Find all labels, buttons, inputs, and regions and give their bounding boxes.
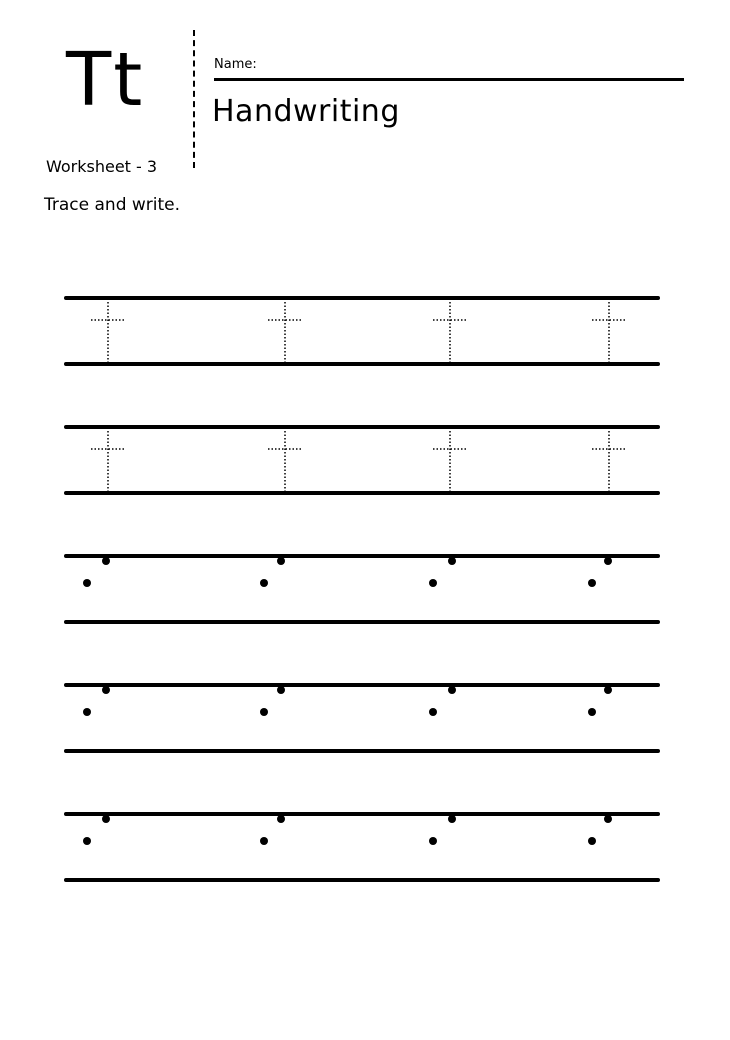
guide-dot bbox=[588, 837, 596, 845]
name-label: Name: bbox=[214, 57, 257, 72]
start-dot bbox=[277, 686, 285, 694]
start-dot bbox=[102, 686, 110, 694]
guide-dot bbox=[83, 837, 91, 845]
page-title: Handwriting bbox=[212, 94, 400, 129]
guide-dot bbox=[429, 708, 437, 716]
start-dot bbox=[604, 557, 612, 565]
worksheet-number: Worksheet - 3 bbox=[46, 157, 158, 176]
guide-dot bbox=[429, 579, 437, 587]
guide-dot bbox=[588, 708, 596, 716]
start-dot bbox=[448, 686, 456, 694]
start-dot bbox=[604, 815, 612, 823]
start-dot bbox=[448, 815, 456, 823]
guide-dot bbox=[588, 579, 596, 587]
letter-heading: Tt bbox=[66, 37, 145, 123]
start-dot bbox=[102, 557, 110, 565]
guide-dot bbox=[429, 837, 437, 845]
start-dot bbox=[448, 557, 456, 565]
guide-dot bbox=[83, 579, 91, 587]
start-dot bbox=[604, 686, 612, 694]
guide-dot bbox=[260, 837, 268, 845]
instructions-text: Trace and write. bbox=[44, 195, 181, 215]
start-dot bbox=[102, 815, 110, 823]
guide-dot bbox=[260, 708, 268, 716]
start-dot bbox=[277, 815, 285, 823]
guide-dot bbox=[260, 579, 268, 587]
guide-dot bbox=[83, 708, 91, 716]
start-dot bbox=[277, 557, 285, 565]
